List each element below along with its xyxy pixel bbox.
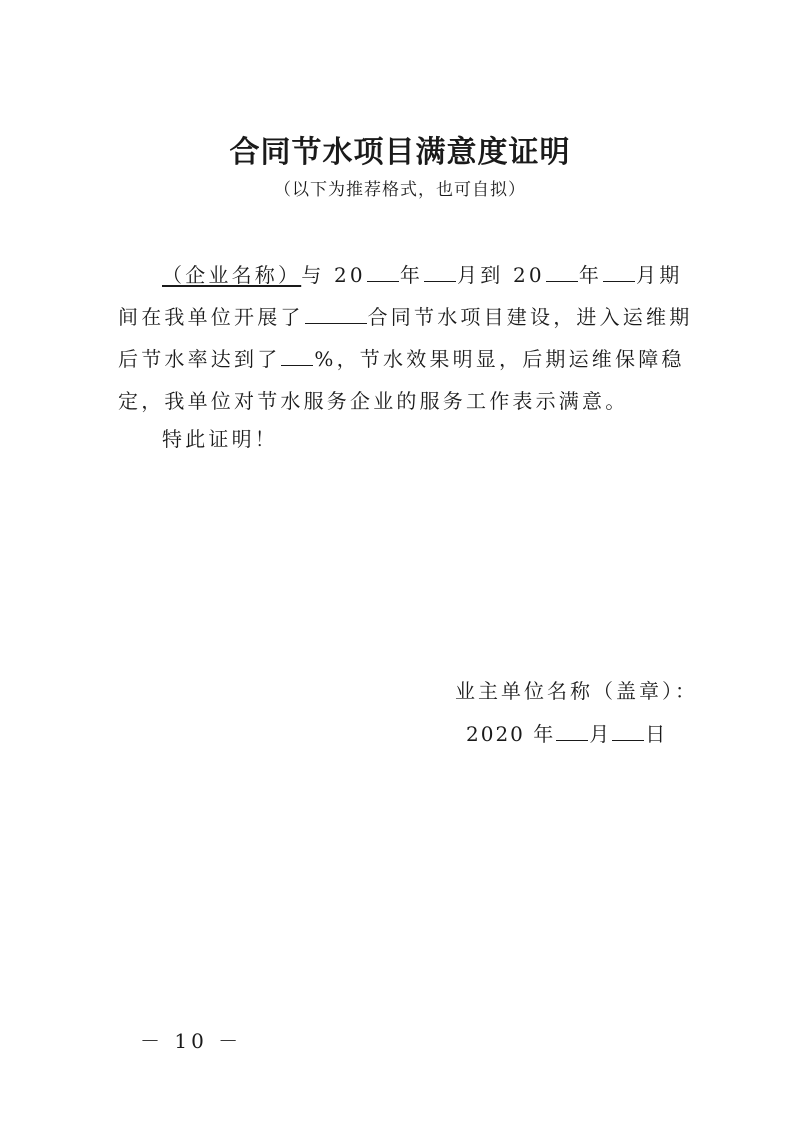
company-name-placeholder: （企业名称） [162,263,302,287]
text-segment: %，节水效果明显，后期运维保障稳定，我单位对节水服务企业的服务工作表示满意。 [118,347,685,413]
text-segment: 月期间在我单位开展了 [118,263,683,329]
project-name-blank [305,303,367,324]
body-paragraph [118,254,693,422]
page-number: － 10 － [140,1029,243,1053]
end-year-blank [546,261,578,282]
text-segment: 月到 20 [457,263,545,287]
text-segment: 年 [399,263,424,287]
signature-date [466,719,667,749]
water-saving-rate-blank [281,345,313,366]
start-year-blank [367,261,399,282]
text-segment: 年 [578,263,603,287]
start-month-blank [424,261,456,282]
text-segment: 合同节水项目建设，进入运维期后节水率达到了 [118,305,693,371]
date-month-blank [556,720,588,741]
signature-label: 业主单位名称（盖章）： [455,679,698,703]
certificate-paragraph [118,254,693,422]
date-month: 月 [589,722,612,746]
document-title: 合同节水项目满意度证明 [229,135,571,170]
date-day: 日 [645,722,668,746]
proof-line: 特此证明！ [162,427,278,451]
end-month-blank [603,261,635,282]
date-day-blank [612,720,644,741]
document-subtitle: （以下为推荐格式，也可自拟） [274,180,526,200]
text-segment: 与 20 [301,263,366,287]
date-year: 2020 年 [466,722,556,746]
